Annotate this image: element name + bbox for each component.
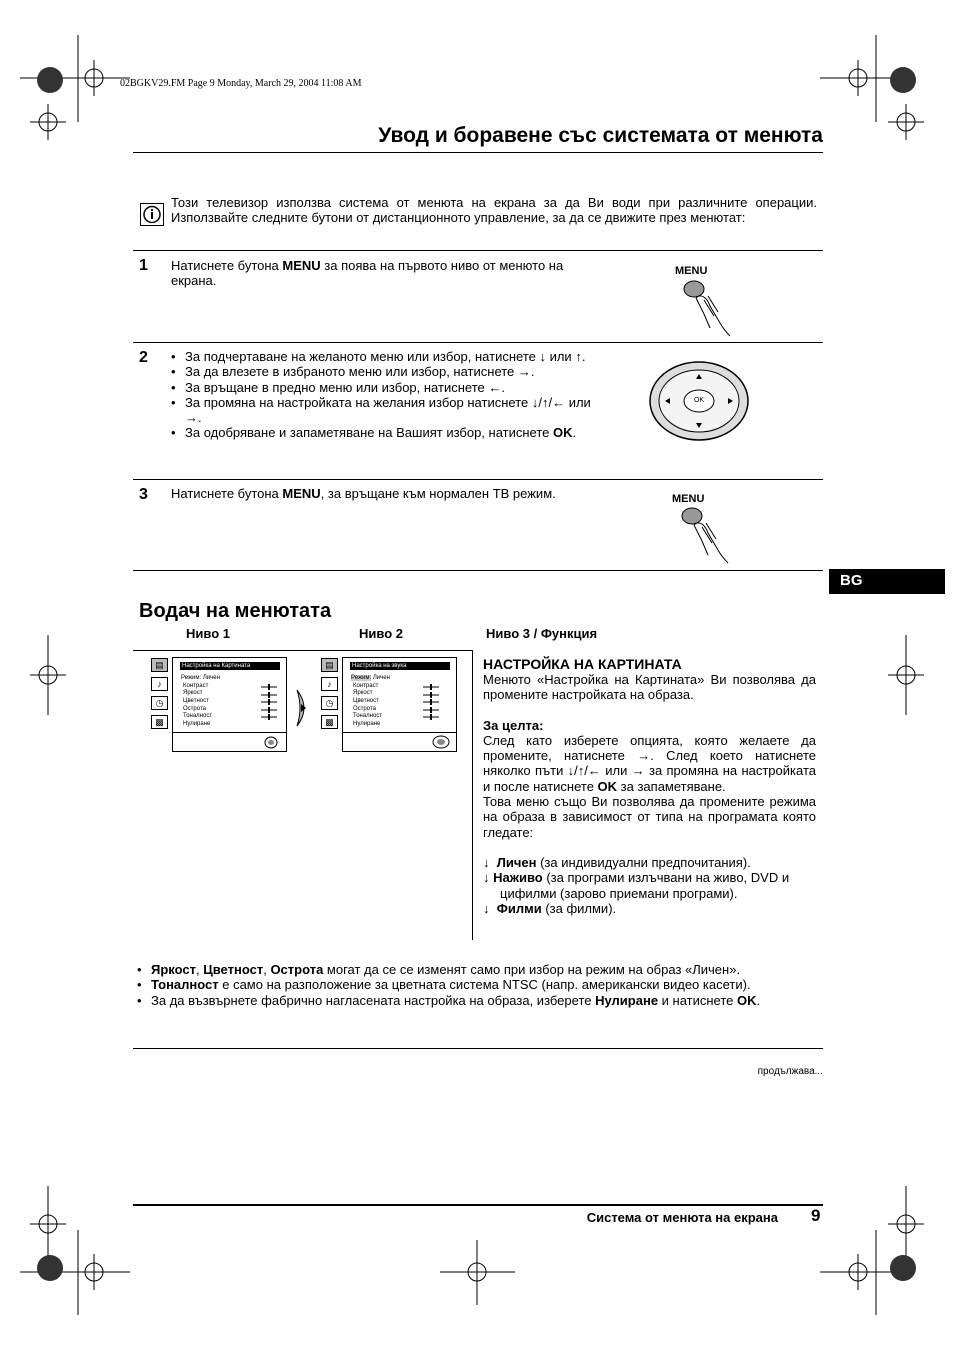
sound-icon: ♪	[151, 677, 168, 691]
right-arrow-icon	[293, 688, 313, 728]
list-item: • За да влезете в избраното меню или избор, натиснете →.	[171, 364, 591, 379]
list-item: • За връщане в предно меню или избор, натиснете ←.	[171, 380, 591, 395]
goal-heading: За целта:	[483, 717, 544, 733]
step-number: 1	[139, 257, 148, 274]
list-item: • За промяна на настройката на желания избор натиснете ↓/↑/← или →.	[171, 395, 591, 426]
step-text: Натиснете бутона MENU за поява на първото ниво от менюто на екрана.	[171, 258, 564, 289]
timer-icon: ◷	[151, 696, 168, 710]
list-item: ↓ Наживо (за програми излъчвани на живо, DVD и цифилми (зарово приемани програми).	[483, 870, 790, 901]
ok-button-label: OK	[693, 397, 705, 404]
mode-row: Режим: Личен	[351, 675, 390, 681]
menu-item: Нулиране	[183, 721, 211, 727]
picture-menu-level2	[342, 657, 457, 752]
step-text: Натиснете бутона MENU, за връщане към нормален ТВ режим.	[171, 486, 556, 501]
step-bullets	[171, 349, 591, 441]
menu-item: Тоналност	[183, 713, 213, 719]
menu-item: Яркост	[183, 690, 203, 696]
paragraph: Това меню също Ви позволява да промените режима на образа в зависимост от типа на програмата която гледате:	[483, 794, 816, 840]
page-number: 9	[811, 1206, 821, 1225]
menu-title: Настройка на Картината	[180, 662, 280, 670]
menu-button-label: MENU	[675, 265, 708, 277]
divider	[133, 479, 823, 480]
continues-label: продължава...	[757, 1066, 823, 1077]
divider	[133, 250, 823, 251]
language-tab: BG	[829, 569, 945, 594]
page-title: Увод и боравене със системата от менюта	[378, 124, 823, 147]
menu-item: Контраст	[353, 683, 379, 689]
menu-item: Тоналност	[353, 713, 383, 719]
picture-icon: ▤	[151, 658, 168, 672]
list-item: • За подчертаване на желаното меню или избор, натиснете ↓ или ↑.	[171, 349, 591, 364]
menu-title: Настройка на звука	[350, 662, 450, 670]
step-number: 2	[139, 349, 148, 366]
hand-press-icon	[678, 505, 733, 565]
picture-menu-level1	[172, 657, 287, 752]
slider-bars	[259, 684, 279, 728]
divider	[133, 342, 823, 343]
menu-item: Цветност	[183, 698, 209, 704]
list-item: ↓ Личен (за индивидуални предпочитания).	[483, 854, 751, 870]
menu-item: Контраст	[183, 683, 209, 689]
paragraph: Менюто «Настройка на Картината» Ви позволява да промените настройката на образа.	[483, 672, 816, 703]
menu-button-label: MENU	[672, 493, 705, 505]
column-header-level3: Ниво 3 / Функция	[486, 626, 598, 641]
list-item: • За да възвърнете фабрично нагласената настройка на образа, изберете Нулиране и натиснете OK.	[137, 993, 816, 1008]
step-number: 3	[139, 486, 148, 503]
column-header-level2: Ниво 2	[359, 626, 403, 641]
menu-item: Цветност	[353, 698, 379, 704]
menu-item: Яркост	[353, 690, 373, 696]
divider	[133, 570, 823, 571]
timer-icon: ◷	[321, 696, 338, 710]
slider-bars	[421, 684, 441, 728]
function-description	[483, 656, 816, 916]
footer-divider	[133, 1204, 823, 1206]
file-header: 02BGKV29.FM Page 9 Monday, March 29, 2004 11:08 AM	[120, 78, 362, 89]
divider	[472, 650, 473, 940]
mode-row: Режим: Личен	[181, 675, 220, 681]
list-item: • Тоналност е само на разположение за цветната система NTSC (напр. американски видео касети).	[137, 977, 816, 992]
column-header-level1: Ниво 1	[186, 626, 230, 641]
menu-item: Острота	[183, 706, 206, 712]
divider	[133, 1048, 823, 1049]
menu-item: Нулиране	[353, 721, 381, 727]
sound-icon: ♪	[321, 677, 338, 691]
intro-text: Този телевизор използва система от менюта на екрана за да Ви води при различните операции. Използвайте следните бутони от дистанционното управление, за да се движите през менютат:	[171, 195, 817, 225]
section-title: Водач на менютата	[139, 600, 332, 622]
paragraph: След като изберете опцията, която желаете да промените, натиснете →. След което натиснете няколко пъти ↓/↑/← или → за промяна на настройката и после натиснете OK за запаметяване.	[483, 732, 816, 794]
function-title: НАСТРОЙКА НА КАРТИНАТА	[483, 656, 682, 672]
list-item: • Яркост, Цветност, Острота могат да се се изменят само при избор на режим на образ «Личен».	[137, 962, 816, 977]
menu-item: Острота	[353, 706, 376, 712]
list-item: ↓ Филми (за филми).	[483, 900, 617, 916]
nav-pad-icon	[432, 735, 450, 749]
footer-section: Система от менюта на екрана	[586, 1210, 778, 1225]
divider	[133, 650, 473, 651]
list-item: • За одобряване и запаметяване на Вашият избор, натиснете OK.	[171, 425, 591, 440]
divider	[133, 152, 823, 153]
nav-pad-icon	[264, 736, 278, 749]
info-icon	[140, 203, 164, 226]
hand-press-icon	[680, 278, 735, 338]
notes-list	[137, 962, 816, 1008]
picture-icon: ▤	[321, 658, 338, 672]
setup-icon: ▩	[321, 715, 338, 729]
setup-icon: ▩	[151, 715, 168, 729]
